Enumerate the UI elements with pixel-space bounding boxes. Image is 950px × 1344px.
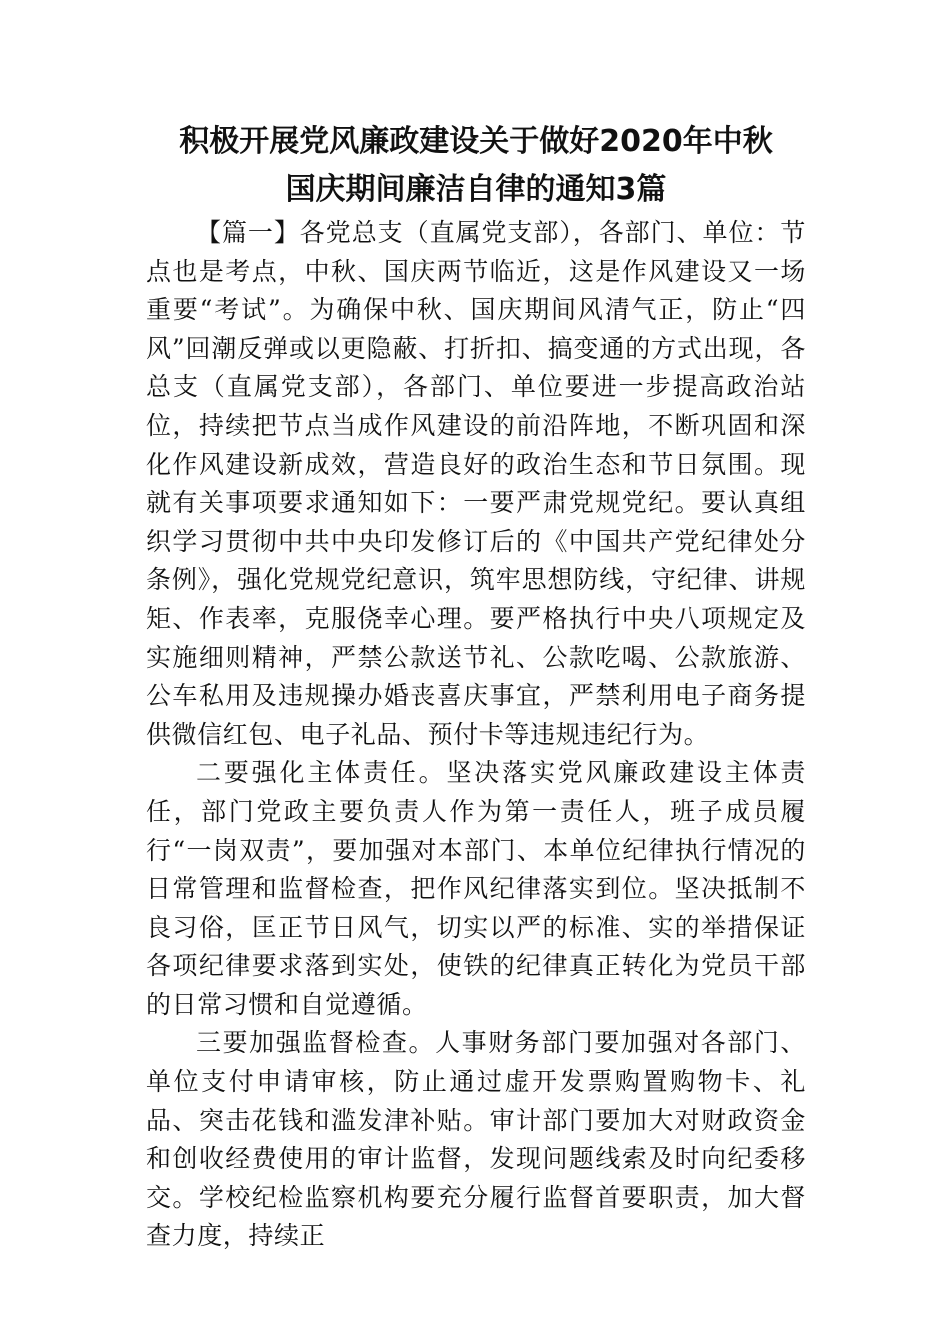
document-page (146, 118, 806, 1256)
paragraph-1: 【篇一】各党总支（直属党支部），各部门、单位：节点也是考点，中秋、国庆两节临近，这是作风建设又一场重要“考试”。为确保中秋、国庆期间风清气正，防止“四风”回潮反弹或以更隐蔽、打折扣、搞变通的方式出现，各总支（直属党支部），各部门、单位要进一步提高政治站位，持续把节点当成作风建设的前沿阵地，不断巩固和深化作风建设新成效，营造良好的政治生态和节日氛围。现就有关事项要求通知如下：一要严肃党规党纪。要认真组织学习贯彻中共中央印发修订后的《中国共产党纪律处分条例》，强化党规党纪意识，筑牢思想防线，守纪律、讲规矩、作表率，克服侥幸心理。要严格执行中央八项规定及实施细则精神，严禁公款送节礼、公款吃喝、公款旅游、公车私用及违规操办婚丧喜庆事宜，严禁利用电子商务提供微信红包、电子礼品、预付卡等违规违纪行为。 (146, 218, 806, 749)
document-title (146, 118, 806, 214)
paragraph-2: 二要强化主体责任。坚决落实党风廉政建设主体责任，部门党政主要负责人作为第一责任人，班子成员履行“一岗双责”，要加强对本部门、本单位纪律执行情况的日常管理和监督检查，把作风纪律落实到位。坚决抵制不良习俗，匡正节日风气，切实以严的标准、实的举措保证各项纪律要求落到实处，使铁的纪律真正转化为党员干部的日常习惯和自觉遵循。 (146, 758, 806, 1019)
paragraph-3: 三要加强监督检查。人事财务部门要加强对各部门、单位支付申请审核，防止通过虚开发票购置购物卡、礼品、突击花钱和滥发津补贴。审计部门要加大对财政资金和创收经费使用的审计监督，发现问题线索及时向纪委移交。学校纪检监察机构要充分履行监督首要职责，加大督查力度，持续正 (146, 1028, 806, 1251)
document-body (146, 214, 806, 1256)
title-line-2: 国庆期间廉洁自律的通知3篇 (285, 172, 667, 207)
title-line-1: 积极开展党风廉政建设关于做好2020年中秋 (179, 124, 773, 159)
